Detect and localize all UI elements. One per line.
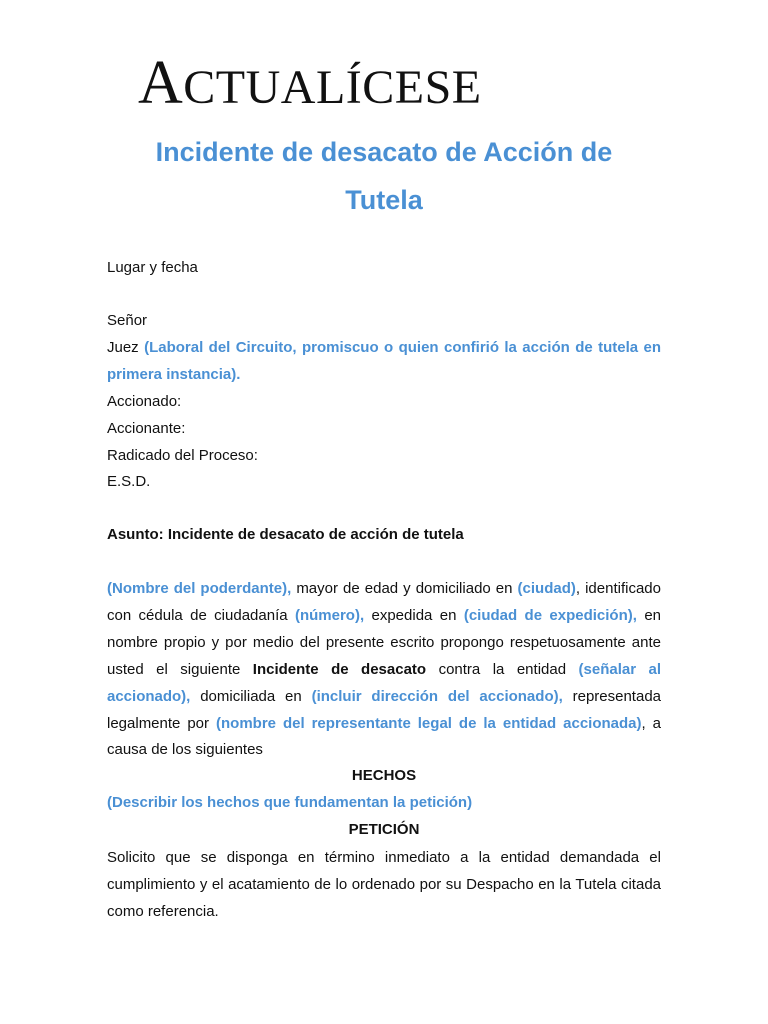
- accionante-label: Accionante:: [107, 420, 186, 437]
- radicado-label: Radicado del Proceso:: [107, 447, 258, 464]
- ph-direccion: (incluir dirección del accionado),: [311, 688, 563, 705]
- ph-ciudad-expedicion: (ciudad de expedición),: [463, 607, 637, 624]
- accionado-label: Accionado:: [107, 393, 182, 410]
- text: , a: [641, 715, 661, 732]
- body-line-7: causa de los siguientes: [107, 741, 263, 758]
- hechos-placeholder: (Describir los hechos que fundamentan la petición): [107, 794, 473, 811]
- body-line-4: [107, 661, 661, 679]
- peticion-line-3: como referencia.: [107, 903, 219, 920]
- asunto: Asunto: Incidente de desacato de acción de tutela: [107, 526, 464, 543]
- text: , identificado: [575, 580, 661, 597]
- ph-ciudad: (ciudad): [517, 580, 576, 597]
- juez-placeholder: (Laboral del Circuito, promiscuo o quien confirió la acción de tutela en: [144, 339, 662, 356]
- text: expedida en: [371, 607, 457, 624]
- text: usted el siguiente: [107, 661, 241, 678]
- peticion-line-2: cumplimiento y el acatamiento de lo ordenado por su Despacho en la Tutela citada: [107, 876, 661, 893]
- document-title-line-2: Tutela: [345, 185, 423, 215]
- actualicese-logo: [138, 49, 482, 117]
- text: mayor de edad y domiciliado en: [296, 580, 513, 597]
- body-line-1: [107, 580, 661, 598]
- text: domiciliada en: [200, 688, 302, 705]
- logo-initial: A: [138, 49, 184, 117]
- body-line-6: [107, 715, 661, 733]
- body-line-5: [107, 688, 661, 706]
- ph-senalar-accionado: (señalar al: [578, 661, 662, 678]
- incidente-desacato-bold: Incidente de desacato: [252, 661, 427, 678]
- text: representada: [572, 688, 662, 705]
- juez-placeholder-cont: primera instancia).: [107, 366, 241, 383]
- text: contra la entidad: [438, 661, 567, 678]
- esd-label: E.S.D.: [107, 473, 151, 490]
- document-title-line-1: Incidente de desacato de Acción de: [155, 137, 613, 167]
- ph-representante-legal: (nombre del representante legal de la entidad accionada): [216, 715, 642, 732]
- peticion-line-1: Solicito que se disponga en término inmediato a la entidad demandada el: [107, 849, 661, 866]
- ph-accionado: accionado),: [107, 688, 191, 705]
- ph-nombre-poderdante: (Nombre del poderdante),: [107, 580, 292, 597]
- body-line-3: nombre propio y por medio del presente escrito propongo respetuosamente ante: [107, 634, 661, 651]
- lugar-fecha: Lugar y fecha: [107, 259, 198, 276]
- text: con cédula de ciudadanía: [107, 607, 288, 624]
- hechos-heading: HECHOS: [351, 767, 417, 784]
- peticion-heading: PETICIÓN: [348, 821, 420, 838]
- text: en: [644, 607, 661, 624]
- juez-label: Juez: [107, 339, 139, 356]
- senor: Señor: [107, 312, 148, 329]
- logo-rest: CTUALÍCESE: [183, 61, 482, 114]
- body-line-2: [107, 607, 661, 625]
- juez-line: [107, 339, 661, 357]
- ph-numero: (número),: [294, 607, 365, 624]
- text: legalmente por: [107, 715, 210, 732]
